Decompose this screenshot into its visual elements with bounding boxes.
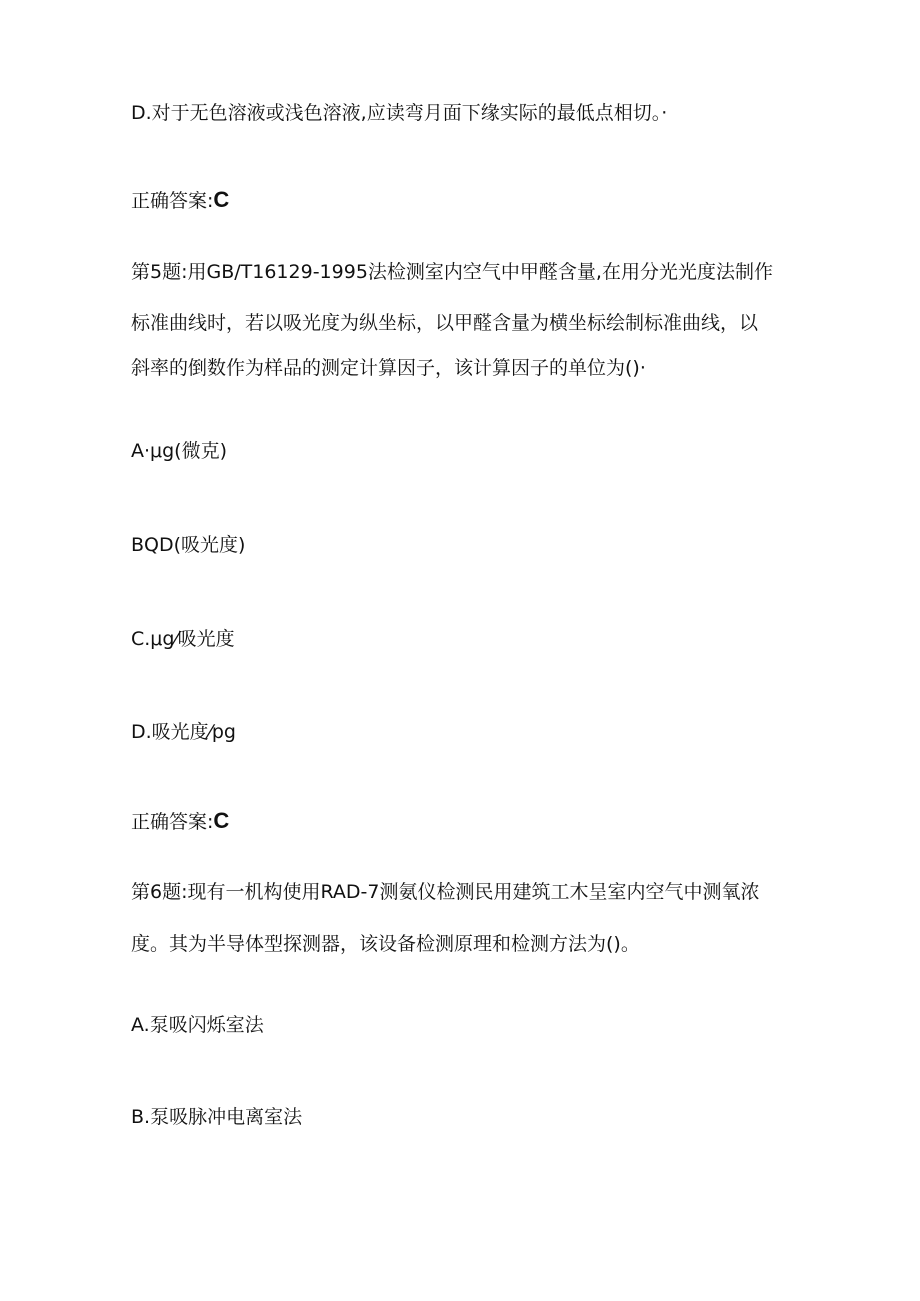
answer-label: 正确答案:	[131, 811, 214, 833]
q6-option-a: A.泵吸闪烁室法	[131, 1014, 264, 1036]
q4-option-d: D.对于无色溶液或浅色溶液,应读弯月面下缘实际的最低点相切。·	[131, 102, 668, 124]
q5-correct-answer	[131, 809, 229, 834]
q6-option-b: B.泵吸脉冲电离室法	[131, 1106, 303, 1128]
q6-question-line-2: 度。其为半导体型探测器，该设备检测原理和检测方法为()。	[131, 933, 640, 955]
answer-letter: C	[213, 187, 230, 212]
q6-question-line-1: 第6题:现有一机构使用RAD-7测氨仪检测民用建筑工木呈室内空气中测氧浓	[131, 881, 760, 903]
q5-question-line-3: 斜率的倒数作为样品的测定计算因子，该计算因子的单位为()·	[131, 357, 646, 379]
q5-question-line-2: 标准曲线时，若以吸光度为纵坐标，以甲醛含量为横坐标绘制标准曲线，以	[131, 312, 759, 334]
q5-option-b: BQD(吸光度)	[131, 534, 246, 556]
q5-option-c: C.μg⁄吸光度	[131, 628, 235, 650]
answer-letter: C	[213, 808, 230, 833]
q4-correct-answer	[131, 188, 229, 213]
q5-option-a: A·μg(微克)	[131, 440, 228, 462]
answer-label: 正确答案:	[131, 190, 214, 212]
q5-option-d: D.吸光度⁄pg	[131, 721, 236, 743]
q5-question-line-1: 第5题:用GB/T16129-1995法检测室内空气中甲醛含量,在用分光光度法制作	[131, 261, 773, 283]
